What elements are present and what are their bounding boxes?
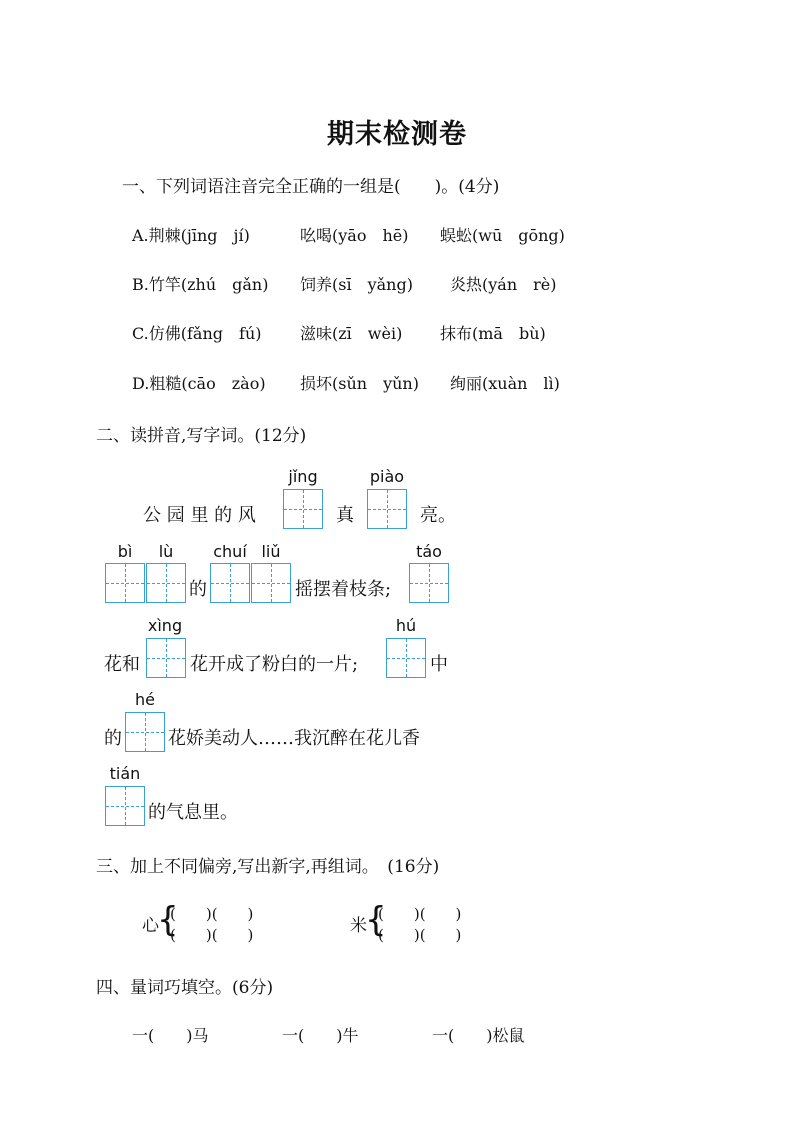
measure-word-blank[interactable]: 一( )松鼠 [432,1026,525,1045]
q1-option-c[interactable] [132,321,262,344]
sentence-text: 中 [430,654,448,675]
radical-char: 米 [350,916,367,936]
answer-blank-row[interactable]: ( )( ) [170,905,254,923]
pinyin-label: táo [416,542,442,561]
writing-box[interactable] [105,563,145,603]
sentence-text: 亮。 [420,505,456,526]
answer-blank-row[interactable]: ( )( ) [378,905,462,923]
sentence-text: 花和 [104,654,140,675]
pinyin-label: liǔ [261,542,281,561]
sentence-text: 花开成了粉白的一片; [190,654,359,675]
writing-box[interactable] [283,489,323,529]
option-label: C. [132,324,149,343]
writing-box[interactable] [409,563,449,603]
pinyin-label: piào [369,467,405,486]
option-word: 吆喝(yāo hē) [300,226,409,245]
option-word: 损坏(sǔn yǔn) [300,374,419,393]
measure-word-blank[interactable]: 一( )马 [132,1026,209,1045]
sentence-text: 花娇美动人……我沉醉在花儿香 [168,728,420,749]
option-label: B. [132,275,149,294]
option-word: 滋味(zī wèi) [300,324,403,343]
option-word: 荆棘(jīng jí) [148,226,250,245]
writing-box[interactable] [146,563,186,603]
option-word: 蜈蚣(wū gōng) [440,226,565,245]
writing-box[interactable] [210,563,250,603]
brace-icon: { [157,900,179,940]
option-word: 粗糙(cāo zào) [149,374,266,393]
option-word: 仿佛(fǎng fú) [148,324,262,343]
option-word: 炎热(yán rè) [450,275,557,294]
sentence-text: 的气息里。 [148,802,238,823]
sentence-text: 的 [189,579,207,600]
pinyin-label: chuí [213,542,247,561]
sentence-text: 的 [104,728,122,749]
brace-icon: { [365,900,387,940]
q1-option-b[interactable] [132,272,268,295]
pinyin-label: hú [395,616,417,635]
pinyin-label: lù [158,542,174,561]
q3-heading: 三、加上不同偏旁,写出新字,再组词。 (16分) [96,857,440,877]
q1-option-a[interactable] [132,223,250,246]
writing-box[interactable] [125,712,165,752]
sentence-text: 公 园 里 的 风 [143,505,256,526]
q4-heading: 四、量词巧填空。(6分) [96,978,274,998]
pinyin-label: xìng [147,616,183,635]
page-title: 期末检测卷 [327,119,467,150]
pinyin-label: hé [135,690,155,709]
writing-box[interactable] [251,563,291,603]
option-label: D. [132,374,150,393]
writing-box[interactable] [105,786,145,826]
option-word: 绚丽(xuàn lì) [450,374,560,393]
sentence-text: 真 [336,505,354,526]
answer-blank-row[interactable]: ( )( ) [170,926,254,944]
sentence-text: 摇摆着枝条; [295,579,392,600]
option-word: 竹竿(zhú gǎn) [148,275,269,294]
pinyin-label: bì [117,542,133,561]
option-word: 抹布(mā bù) [440,324,546,343]
q2-heading: 二、读拼音,写字词。(12分) [96,426,307,446]
option-word: 饲养(sī yǎng) [300,275,413,294]
pinyin-label: jǐng [288,467,318,486]
answer-blank-row[interactable]: ( )( ) [378,926,462,944]
q1-heading: 一、下列词语注音完全正确的一组是( )。(4分) [122,177,500,197]
writing-box[interactable] [386,638,426,678]
radical-char: 心 [142,916,159,936]
writing-box[interactable] [146,638,186,678]
option-label: A. [132,226,149,245]
q1-option-d[interactable] [132,371,266,394]
measure-word-blank[interactable]: 一( )牛 [282,1026,359,1045]
pinyin-label: tián [109,764,141,783]
writing-box[interactable] [367,489,407,529]
